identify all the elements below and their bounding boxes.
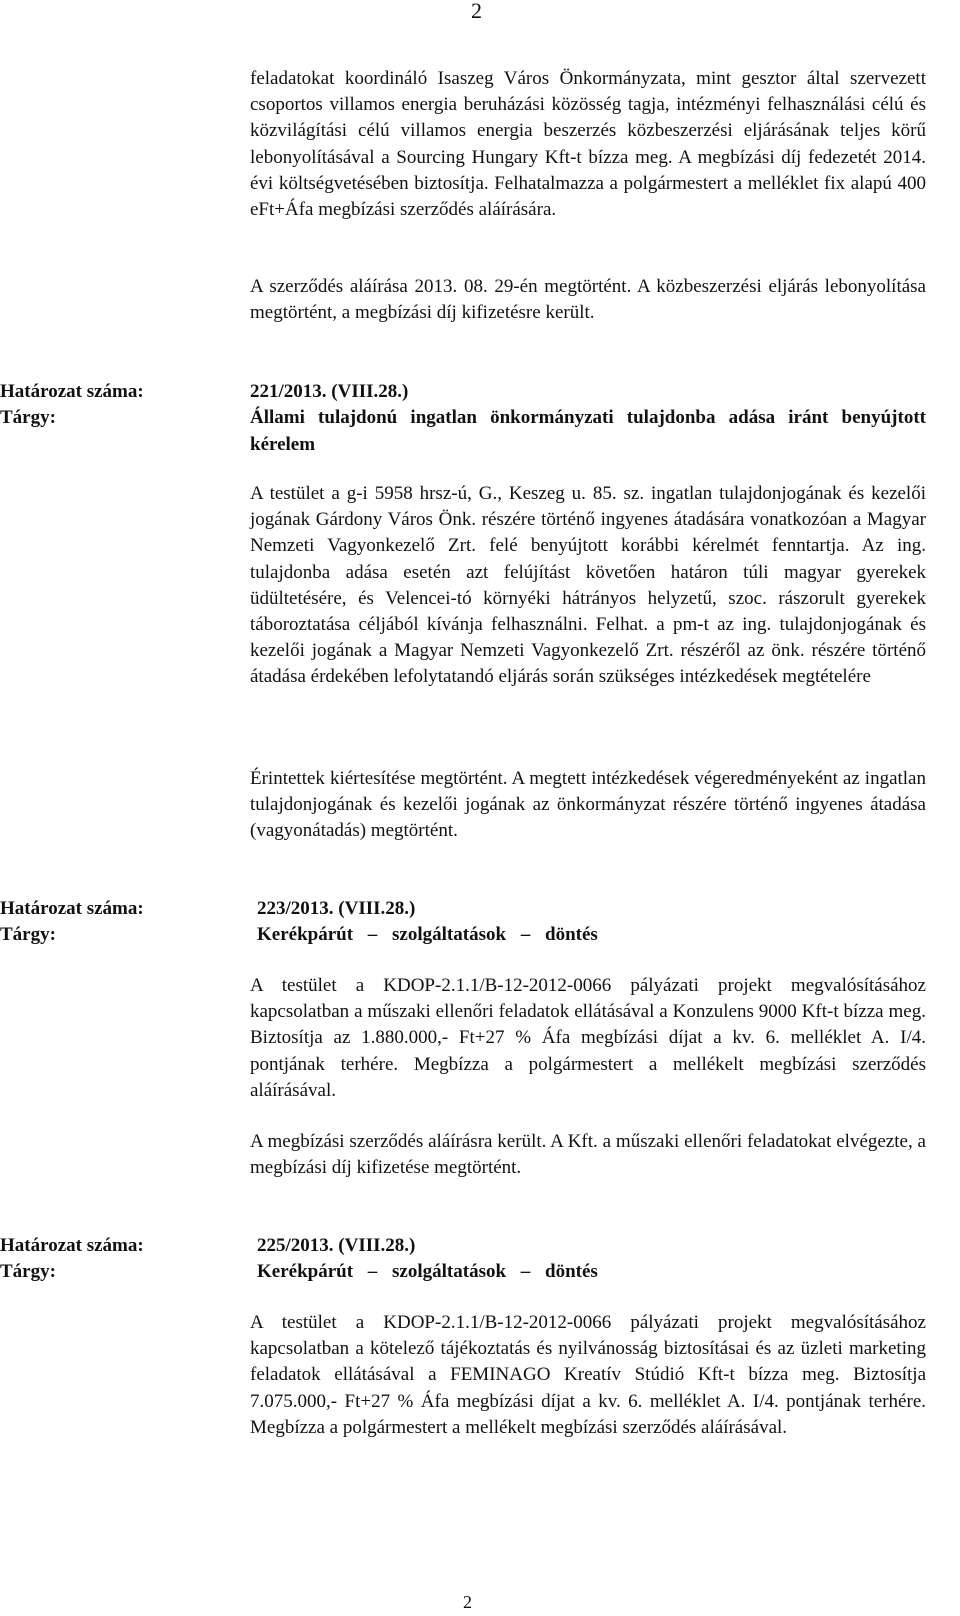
page-number-bottom: 2 <box>463 1592 472 1612</box>
intro-paragraph: feladatokat koordináló Isaszeg Város Önkormányzata, mint gesztor által szervezett csoportos villamos energia beruházási közösség tagja, intézményi felhasználási célú és közvilágítási célú villamos energia beszerzés közbeszerzési eljárásának teljes körű lebonyolításával a Sourcing Hungary Kft-t bízza meg. A megbízási díj fedezetét 2014. évi költségvetésében biztosítja. Felhatalmazza a polgármestert a melléklet fix alapú 400 eFt+Áfa megbízási szerződés aláírására. <box>250 68 926 221</box>
resolution-decision: A testület a KDOP-2.1.1/B-12-2012-0066 pályázati projekt megvalósításához kapcsolatban a kötelező tájékoztatás és nyilvánosság biztosításai és az üzleti marketing feladatok ellátásával a FEMINAGO Kreatív Stúdió Kft-t bízza meg. Biztosítja 7.075.000,- Ft+27 % Áfa megbízási díjat a kv. 6. melléklet A. I/4. pontjának terhére. Megbízza a polgármestert a mellékelt megbízási szerződés aláírásával. <box>250 1312 926 1438</box>
resolution-status: A megbízási szerződés aláírásra került. A Kft. a műszaki ellenőri feladatokat elvégezte, a megbízási díj kifizetése megtörtént. <box>250 1131 926 1179</box>
page-number-top: 2 <box>471 0 482 23</box>
resolution-number-label: Határozat száma: <box>0 381 144 402</box>
resolution-subject-label: Tárgy: <box>0 407 56 428</box>
resolution-subject: Kerékpárút – szolgáltatások – döntés <box>257 1261 598 1282</box>
resolution-number-label: Határozat száma: <box>0 1235 144 1256</box>
intro-status-paragraph: A szerződés aláírása 2013. 08. 29-én megtörtént. A közbeszerzési eljárás lebonyolítása megtörtént, a megbízási díj kifizetésre került. <box>250 276 926 324</box>
resolution-decision: A testület a g-i 5958 hrsz-ú, G., Keszeg u. 85. sz. ingatlan tulajdonjogának és kezelői jogának Gárdony Város Önk. részére történő ingyenes átadására vonatkozóan a Magyar Nemzeti Vagyonkezelő Zrt. felé benyújtott korábbi kérelmét fenntartja. Az ing. tulajdonba adása esetén azt felújítást követően határon túli magyar gyerekek üdültetésére, és Velencei-tó környéki hátrányos helyzetű, szoc. rászorult gyerekek táboroztatása céljából kívánja felhasználni. Felhat. a pm-t az ing. tulajdonjogának és kezelői jogának a Magyar Nemzeti Vagyonkezelő Zrt. részéről az önk. részére történő átadása érdekében lefolytatandó eljárás során szükséges intézkedések megtételére <box>250 483 926 688</box>
resolution-subject-label: Tárgy: <box>0 924 56 945</box>
resolution-subject: Kerékpárút – szolgáltatások – döntés <box>257 924 598 945</box>
resolution-status: Érintettek kiértesítése megtörtént. A megtett intézkedések végeredményeként az ingatlan tulajdonjogának és kezelői jogának az önkormányzat részére történő ingyenes átadása (vagyonátadás) megtörtént. <box>250 768 926 842</box>
resolution-number-label: Határozat száma: <box>0 898 144 919</box>
resolution-subject: Állami tulajdonú ingatlan önkormányzati tulajdonba adása iránt benyújtott kérelem <box>250 407 926 455</box>
resolution-decision: A testület a KDOP-2.1.1/B-12-2012-0066 pályázati projekt megvalósításához kapcsolatban a műszaki ellenőri feladatok ellátásával a Konzulens 9000 Kft-t bízza meg. Biztosítja az 1.880.000,- Ft+27 % Áfa megbízási díjat a kv. 6. melléklet A. I/4. pontjának terhére. Megbízza a polgármestert a mellékelt megbízási szerződés aláírásával. <box>250 975 926 1101</box>
resolution-number: 223/2013. (VIII.28.) <box>257 898 416 919</box>
resolution-number: 221/2013. (VIII.28.) <box>250 381 409 402</box>
resolution-subject-label: Tárgy: <box>0 1261 56 1282</box>
resolution-number: 225/2013. (VIII.28.) <box>257 1235 416 1256</box>
